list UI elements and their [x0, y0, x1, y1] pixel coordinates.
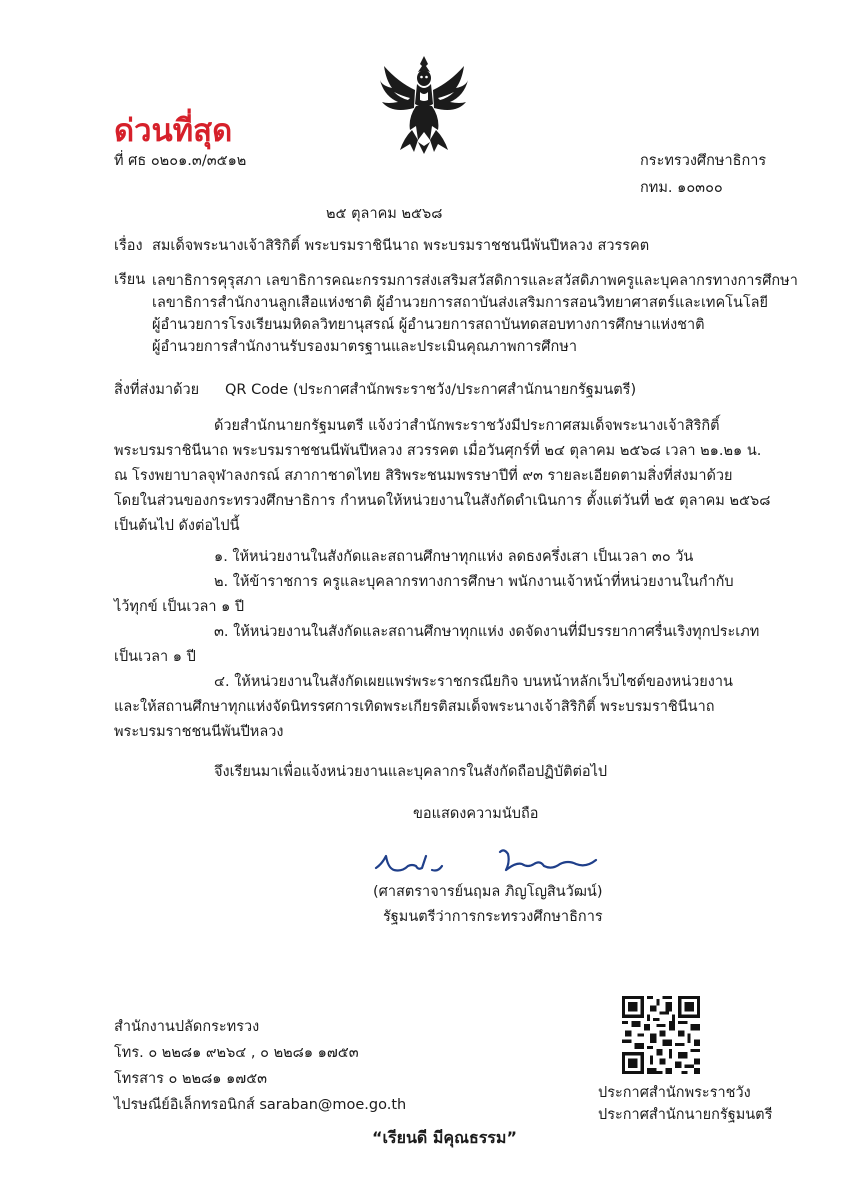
qr-code-icon: [622, 996, 700, 1074]
closing-sentence: จึงเรียนมาเพื่อแจ้งหน่วยงานและบุคลากรในสังกัดถือปฏิบัติต่อไป: [214, 764, 608, 780]
subject-row: [114, 236, 649, 256]
contact-fax: โทรสาร ๐ ๒๒๘๑ ๑๗๕๓: [114, 1071, 268, 1087]
body-paragraph: [114, 414, 771, 539]
paragraph-line: โดยในส่วนของกระทรวงศึกษาธิการ กำหนดให้หน่วยงานในสังกัดดำเนินการ ตั้งแต่วันที่ ๒๕ ตุลาคม ๒๕๖๘: [114, 493, 771, 509]
paragraph-line: ด้วยสำนักนายกรัฐมนตรี แจ้งว่าสำนักพระราชวังมีประกาศสมเด็จพระนางเจ้าสิริกิติ์: [214, 418, 720, 434]
subject-label: เรื่อง: [114, 238, 143, 254]
paragraph-line: เป็นต้นไป ดังต่อไปนี้: [114, 518, 240, 534]
enclosure-value: QR Code (ประกาศสำนักพระราชวัง/ประกาศสำนักนายกรัฐมนตรี): [225, 382, 637, 398]
list-item-continuation: ไว้ทุกข์ เป็นเวลา ๑ ปี: [114, 599, 245, 615]
list-item-continuation: และให้สถานศึกษาทุกแห่งจัดนิทรรศการเทิดพระเกียรติสมเด็จพระนางเจ้าสิริกิติ์ พระบรมราชินีนาถ: [114, 699, 715, 715]
recipient-label: เรียน: [114, 272, 146, 288]
document-number: ที่ ศธ ๐๒๐๑.๓/๓๕๑๒: [114, 153, 247, 169]
contact-block: [114, 1014, 406, 1118]
garuda-emblem-icon: [378, 52, 470, 156]
ministry-motto: “เรียนดี มีคุณธรรม”: [372, 1128, 517, 1147]
list-item: ๑. ให้หน่วยงานในสังกัดและสถานศึกษาทุกแห่ง ลดธงครึ่งเสา เป็นเวลา ๓๐ วัน: [214, 549, 694, 565]
recipient-list: [152, 270, 798, 358]
contact-phone: โทร. ๐ ๒๒๘๑ ๙๒๖๔ , ๐ ๒๒๘๑ ๑๗๕๓: [114, 1045, 359, 1061]
instruction-list: [114, 545, 760, 745]
handwritten-signature-icon: [372, 842, 602, 882]
list-item: ๔. ให้หน่วยงานในสังกัดเผยแพร่พระราชกรณียกิจ บนหน้าหลักเว็บไซต์ของหน่วยงาน: [214, 674, 733, 690]
document-date: ๒๕ ตุลาคม ๒๕๖๘: [326, 206, 443, 222]
qr-caption-royal-household: ประกาศสำนักพระราชวัง: [598, 1085, 751, 1101]
recipient-line: เลขาธิการสำนักงานลูกเสือแห่งชาติ ผู้อำนวยการสถาบันส่งเสริมการสอนวิทยาศาสตร์และเทคโนโลยี: [152, 295, 769, 311]
paragraph-line: ณ โรงพยาบาลจุฬาลงกรณ์ สภากาชาดไทย สิริพระชนมพรรษาปีที่ ๙๓ รายละเอียดตามสิ่งที่ส่งมาด้วย: [114, 468, 733, 484]
recipient-line: ผู้อำนวยการสำนักงานรับรองมาตรฐานและประเมินคุณภาพการศึกษา: [152, 339, 577, 355]
list-item-continuation: พระบรมราชชนนีพันปีหลวง: [114, 724, 284, 740]
regards-text: ขอแสดงความนับถือ: [413, 806, 539, 822]
subject-value: สมเด็จพระนางเจ้าสิริกิติ์ พระบรมราชินีนาถ พระบรมราชชนนีพันปีหลวง สวรรคต: [152, 238, 650, 254]
postal-address: กทม. ๑๐๓๐๐: [640, 180, 723, 196]
contact-email: ไปรษณีย์อิเล็กทรอนิกส์ saraban@moe.go.th: [114, 1097, 407, 1113]
signer-title: รัฐมนตรีว่าการกระทรวงศึกษาธิการ: [383, 909, 603, 925]
enclosure-row: [114, 380, 636, 400]
contact-office: สำนักงานปลัดกระทรวง: [114, 1019, 260, 1035]
ministry-name: กระทรวงศึกษาธิการ: [640, 153, 767, 169]
list-item: ๒. ให้ข้าราชการ ครูและบุคลากรทางการศึกษา พนักงานเจ้าหน้าที่หน่วยงานในกำกับ: [214, 574, 734, 590]
list-item: ๓. ให้หน่วยงานในสังกัดและสถานศึกษาทุกแห่ง งดจัดงานที่มีบรรยากาศรื่นเริงทุกประเภท: [214, 624, 760, 640]
enclosure-label: สิ่งที่ส่งมาด้วย: [114, 382, 200, 398]
qr-caption-prime-minister: ประกาศสำนักนายกรัฐมนตรี: [598, 1107, 773, 1123]
signer-name: (ศาสตราจารย์นฤมล ภิญโญสินวัฒน์): [373, 884, 603, 900]
paragraph-line: พระบรมราชินีนาถ พระบรมราชชนนีพันปีหลวง สวรรคต เมื่อวันศุกร์ที่ ๒๔ ตุลาคม ๒๕๖๘ เวลา ๒๑.๒๑ น.: [114, 443, 762, 459]
list-item-continuation: เป็นเวลา ๑ ปี: [114, 649, 196, 665]
recipient-line: เลขาธิการคุรุสภา เลขาธิการคณะกรรมการส่งเสริมสวัสดิการและสวัสดิภาพครูและบุคลากรทางการศึกษา: [152, 273, 798, 289]
recipient-line: ผู้อำนวยการโรงเรียนมหิดลวิทยานุสรณ์ ผู้อำนวยการสถาบันทดสอบทางการศึกษาแห่งชาติ: [152, 317, 705, 333]
urgency-stamp: ด่วนที่สุด: [114, 113, 233, 149]
